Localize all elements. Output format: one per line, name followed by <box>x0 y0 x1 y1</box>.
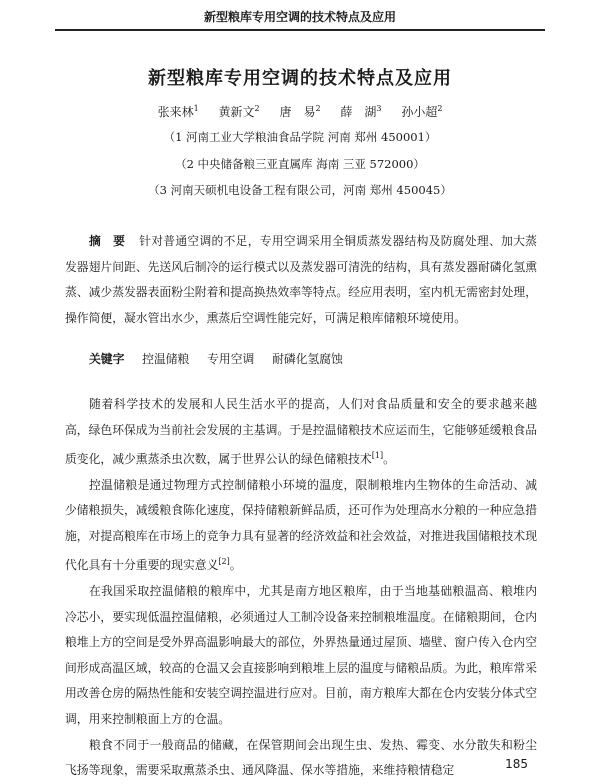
keywords-label: 关键字 <box>89 352 125 366</box>
abstract-text: 针对普通空调的不足，专用空调采用全铜质蒸发器结构及防腐处理、加大蒸发器翅片间距、先送风后制冷的运行模式以及蒸发器可清洗的结构，具有蒸发器耐磷化氢熏蒸、减少蒸发器表面粉尘附着和提高换热效率等特点。经应用表明，室内机无需密封处理，操作简便，凝水管出水少，熏蒸后空调性能完好，可满足粮库储粮环境使用。 <box>65 234 537 325</box>
keyword: 耐磷化氢腐蚀 <box>272 352 343 366</box>
author-name: 孙小超 <box>401 105 438 119</box>
author-affil-mark: 3 <box>376 104 382 113</box>
affiliation: （3 河南天硕机电设备工程有限公司，河南 郑州 450045） <box>148 183 452 197</box>
paragraph-text: 在我国采取控温储粮的粮库中，尤其是南方地区粮库，由于当地基础粮温高、粮堆内冷芯小，要实现低温控温储粮，必须通过人工制冷设备来控制粮堆温度。在储粮期间，仓内粮堆上方的空间是受外界高温影响最大的部位，外界热量通过屋顶、墙壁、窗户传入仓内空间形成高温区域，较高的仓温又会直接影响到粮堆上层的温度与储粮品质。为此，粮库常采用改善仓房的隔热性能和安装空调控温进行应对。目前，南方粮库大都在仓内安装分体式空调，用来控制粮面上方的仓温。 <box>65 584 537 726</box>
body-text <box>65 392 537 784</box>
author-list <box>0 103 600 120</box>
author-name: 黄新文 <box>218 105 255 119</box>
citation-ref: [1] <box>371 451 384 461</box>
abstract <box>65 229 537 331</box>
running-head: 新型粮库专用空调的技术特点及应用 <box>203 10 396 24</box>
author-name: 张来林 <box>157 105 194 119</box>
author-name: 唐 易 <box>279 105 316 119</box>
paragraph <box>65 733 537 784</box>
author <box>401 105 442 119</box>
paragraph-tail: 。 <box>383 452 395 467</box>
author-name: 薛 湖 <box>340 105 377 119</box>
paragraph-tail: 。 <box>229 558 242 573</box>
author-affil-mark: 1 <box>193 104 199 113</box>
citation-ref: [2] <box>218 557 230 567</box>
author-affil-mark: 2 <box>437 104 443 113</box>
keyword: 专用空调 <box>207 352 255 366</box>
keyword: 控温储粮 <box>142 352 190 366</box>
affiliation: （1 河南工业大学粮油食品学院 河南 郑州 450001） <box>163 130 437 144</box>
author <box>158 105 199 119</box>
paragraph <box>65 473 537 579</box>
paragraph-text: 粮食不同于一般商品的储藏，在保管期间会出现生虫、发热、霉变、水分散失和粉尘飞扬等现象，需要采取熏蒸杀虫、通风降温、保水等措施，来维持粮情稳定 <box>65 737 537 778</box>
paragraph <box>65 392 537 473</box>
keywords <box>89 350 537 367</box>
paragraph-text: 随着科学技术的发展和人民生活水平的提高，人们对食品质量和安全的要求越来越高，绿色环保成为当前社会发展的主基调。于是控温储粮技术应运而生，它能够延缓粮食品质变化，减少熏蒸杀虫次数，属于世界公认的绿色储粮技术 <box>65 397 537 467</box>
abstract-label: 摘 要 <box>89 234 126 248</box>
author <box>219 105 260 119</box>
author-affil-mark: 2 <box>315 104 321 113</box>
author <box>340 105 381 119</box>
paragraph <box>65 579 537 733</box>
page-number: 185 <box>505 757 528 771</box>
header-rule <box>55 29 545 31</box>
paragraph-text: 控温储粮是通过物理方式控制储粮小环境的温度，限制粮堆内生物体的生命活动、减少储粮损失，减缓粮食陈化速度，保持储粮新鲜品质，还可作为处理高水分粮的一种应急措施，对提高粮库在市场上的竞争力具有显著的经济效益和社会效益，对推进我国储粮技术现代化具有十分重要的现实意义 <box>65 477 537 573</box>
paper-title: 新型粮库专用空调的技术特点及应用 <box>148 68 452 89</box>
author <box>279 105 320 119</box>
author-affil-mark: 2 <box>254 104 260 113</box>
affiliation: （2 中央储备粮三亚直属库 海南 三亚 572000） <box>175 157 425 171</box>
